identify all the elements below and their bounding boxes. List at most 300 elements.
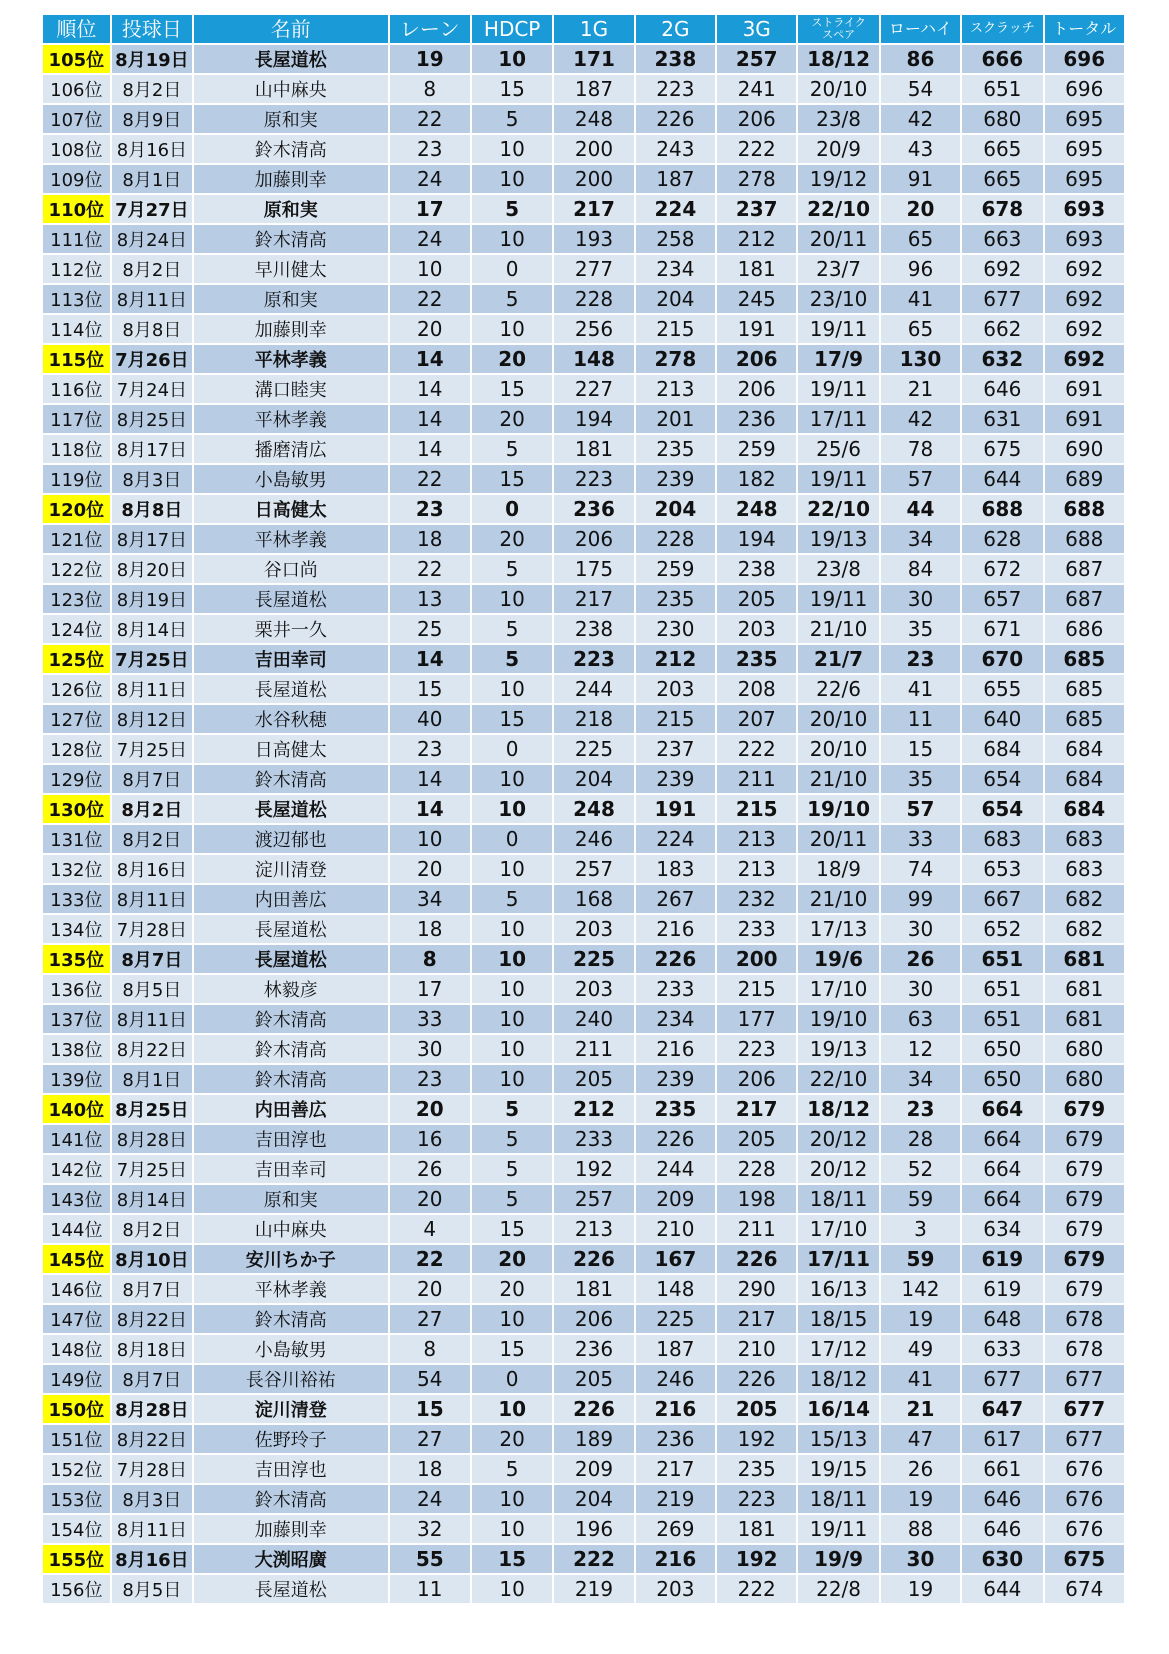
game3-cell: 223: [717, 1035, 798, 1065]
rank-cell: 108位: [43, 135, 112, 165]
total-cell: 688: [1045, 495, 1126, 525]
game3-cell: 259: [717, 435, 798, 465]
game1-cell: 277: [554, 255, 635, 285]
scratch-cell: 654: [962, 765, 1044, 795]
name-cell: 平林孝義: [194, 1275, 389, 1305]
name-cell: 長屋道松: [194, 1575, 389, 1605]
game1-cell: 244: [554, 675, 635, 705]
date-cell: 7月27日: [112, 195, 194, 225]
rank-cell: 112位: [43, 255, 112, 285]
game3-cell: 290: [717, 1275, 798, 1305]
name-cell: 加藤則幸: [194, 165, 389, 195]
game3-cell: 200: [717, 945, 798, 975]
lane-cell: 18: [390, 525, 472, 555]
scratch-cell: 651: [962, 1005, 1044, 1035]
lane-cell: 22: [390, 555, 472, 585]
table-row: [43, 495, 1126, 525]
game1-cell: 226: [554, 1395, 635, 1425]
rank-cell: 141位: [43, 1125, 112, 1155]
strike-spare-cell: 19/11: [798, 465, 880, 495]
strike-spare-cell: 17/9: [798, 345, 880, 375]
total-cell: 682: [1045, 915, 1126, 945]
table-row: [43, 1365, 1126, 1395]
strike-spare-cell: 20/10: [798, 705, 880, 735]
scratch-cell: 646: [962, 1515, 1044, 1545]
table-row: [43, 1125, 1126, 1155]
game3-cell: 235: [717, 1455, 798, 1485]
name-cell: 長屋道松: [194, 945, 389, 975]
date-cell: 7月25日: [112, 735, 194, 765]
game1-cell: 205: [554, 1065, 635, 1095]
game3-cell: 206: [717, 345, 798, 375]
game3-cell: 245: [717, 285, 798, 315]
scratch-cell: 665: [962, 165, 1044, 195]
game3-cell: 211: [717, 1215, 798, 1245]
rank-cell: 130位: [43, 795, 112, 825]
hdcp-cell: 10: [472, 1305, 554, 1335]
hdcp-cell: 15: [472, 465, 554, 495]
lane-cell: 40: [390, 705, 472, 735]
game1-cell: 204: [554, 1485, 635, 1515]
low-high-cell: 20: [881, 195, 962, 225]
total-cell: 692: [1045, 255, 1126, 285]
lane-cell: 4: [390, 1215, 472, 1245]
hdcp-cell: 10: [472, 945, 554, 975]
scratch-cell: 666: [962, 45, 1044, 75]
rank-cell: 134位: [43, 915, 112, 945]
total-cell: 685: [1045, 645, 1126, 675]
rank-cell: 148位: [43, 1335, 112, 1365]
strike-spare-cell: 17/10: [798, 975, 880, 1005]
game2-cell: 238: [636, 45, 717, 75]
hdcp-cell: 10: [472, 1515, 554, 1545]
header-total: トータル: [1045, 15, 1126, 45]
strike-spare-cell: 19/6: [798, 945, 880, 975]
lane-cell: 8: [390, 945, 472, 975]
name-cell: 平林孝義: [194, 345, 389, 375]
hdcp-cell: 10: [472, 585, 554, 615]
date-cell: 7月25日: [112, 645, 194, 675]
strike-spare-cell: 18/12: [798, 1095, 880, 1125]
ranking-sheet: [43, 15, 1126, 1605]
game2-cell: 191: [636, 795, 717, 825]
low-high-cell: 86: [881, 45, 962, 75]
game1-cell: 206: [554, 525, 635, 555]
scratch-cell: 664: [962, 1095, 1044, 1125]
table-row: [43, 1575, 1126, 1605]
low-high-cell: 41: [881, 675, 962, 705]
lane-cell: 22: [390, 105, 472, 135]
name-cell: 平林孝義: [194, 525, 389, 555]
game2-cell: 203: [636, 675, 717, 705]
lane-cell: 15: [390, 1395, 472, 1425]
date-cell: 8月3日: [112, 1485, 194, 1515]
name-cell: 日高健太: [194, 735, 389, 765]
rank-cell: 142位: [43, 1155, 112, 1185]
name-cell: 小島敏男: [194, 1335, 389, 1365]
game2-cell: 216: [636, 1545, 717, 1575]
game1-cell: 193: [554, 225, 635, 255]
strike-spare-cell: 19/11: [798, 315, 880, 345]
game3-cell: 205: [717, 1125, 798, 1155]
lane-cell: 14: [390, 375, 472, 405]
hdcp-cell: 5: [472, 1125, 554, 1155]
rank-cell: 110位: [43, 195, 112, 225]
lane-cell: 24: [390, 225, 472, 255]
rank-cell: 125位: [43, 645, 112, 675]
low-high-cell: 42: [881, 405, 962, 435]
date-cell: 8月25日: [112, 405, 194, 435]
game1-cell: 148: [554, 345, 635, 375]
table-row: [43, 225, 1126, 255]
table-row: [43, 255, 1126, 285]
game2-cell: 209: [636, 1185, 717, 1215]
game3-cell: 177: [717, 1005, 798, 1035]
low-high-cell: 47: [881, 1425, 962, 1455]
rank-cell: 135位: [43, 945, 112, 975]
game2-cell: 228: [636, 525, 717, 555]
game2-cell: 230: [636, 615, 717, 645]
table-row: [43, 75, 1126, 105]
strike-spare-cell: 25/6: [798, 435, 880, 465]
total-cell: 688: [1045, 525, 1126, 555]
table-row: [43, 735, 1126, 765]
header-scratch: スクラッチ: [962, 15, 1044, 45]
header-game2: 2G: [636, 15, 717, 45]
game1-cell: 181: [554, 1275, 635, 1305]
lane-cell: 22: [390, 285, 472, 315]
low-high-cell: 21: [881, 1395, 962, 1425]
game3-cell: 205: [717, 585, 798, 615]
game3-cell: 213: [717, 825, 798, 855]
scratch-cell: 661: [962, 1455, 1044, 1485]
game2-cell: 236: [636, 1425, 717, 1455]
rank-cell: 114位: [43, 315, 112, 345]
low-high-cell: 3: [881, 1215, 962, 1245]
low-high-cell: 30: [881, 975, 962, 1005]
game1-cell: 194: [554, 405, 635, 435]
table-row: [43, 1005, 1126, 1035]
low-high-cell: 28: [881, 1125, 962, 1155]
scratch-cell: 655: [962, 675, 1044, 705]
rank-cell: 131位: [43, 825, 112, 855]
total-cell: 679: [1045, 1245, 1126, 1275]
strike-spare-cell: 18/9: [798, 855, 880, 885]
rank-cell: 145位: [43, 1245, 112, 1275]
table-row: [43, 1395, 1126, 1425]
total-cell: 685: [1045, 675, 1126, 705]
header-low-high: ローハイ: [881, 15, 962, 45]
lane-cell: 27: [390, 1305, 472, 1335]
low-high-cell: 21: [881, 375, 962, 405]
lane-cell: 17: [390, 195, 472, 225]
strike-spare-cell: 20/12: [798, 1155, 880, 1185]
rank-cell: 152位: [43, 1455, 112, 1485]
low-high-cell: 130: [881, 345, 962, 375]
hdcp-cell: 10: [472, 675, 554, 705]
total-cell: 678: [1045, 1335, 1126, 1365]
date-cell: 8月28日: [112, 1395, 194, 1425]
header-row: [43, 15, 1126, 45]
total-cell: 676: [1045, 1515, 1126, 1545]
rank-cell: 155位: [43, 1545, 112, 1575]
game1-cell: 181: [554, 435, 635, 465]
scratch-cell: 640: [962, 705, 1044, 735]
table-row: [43, 1485, 1126, 1515]
total-cell: 696: [1045, 45, 1126, 75]
game1-cell: 205: [554, 1365, 635, 1395]
hdcp-cell: 5: [472, 105, 554, 135]
lane-cell: 18: [390, 915, 472, 945]
game3-cell: 181: [717, 255, 798, 285]
hdcp-cell: 5: [472, 1455, 554, 1485]
lane-cell: 25: [390, 615, 472, 645]
game2-cell: 235: [636, 435, 717, 465]
name-cell: 鈴木清高: [194, 1065, 389, 1095]
name-cell: 鈴木清高: [194, 1485, 389, 1515]
name-cell: 内田善広: [194, 885, 389, 915]
game2-cell: 235: [636, 1095, 717, 1125]
lane-cell: 20: [390, 855, 472, 885]
game3-cell: 192: [717, 1425, 798, 1455]
table-row: [43, 675, 1126, 705]
game2-cell: 223: [636, 75, 717, 105]
game1-cell: 223: [554, 465, 635, 495]
low-high-cell: 54: [881, 75, 962, 105]
low-high-cell: 52: [881, 1155, 962, 1185]
lane-cell: 24: [390, 1485, 472, 1515]
name-cell: 谷口尚: [194, 555, 389, 585]
rank-cell: 144位: [43, 1215, 112, 1245]
date-cell: 8月25日: [112, 1095, 194, 1125]
game1-cell: 213: [554, 1215, 635, 1245]
rank-cell: 147位: [43, 1305, 112, 1335]
header-game3: 3G: [717, 15, 798, 45]
hdcp-cell: 20: [472, 1245, 554, 1275]
low-high-cell: 74: [881, 855, 962, 885]
hdcp-cell: 5: [472, 555, 554, 585]
strike-spare-cell: 20/10: [798, 75, 880, 105]
strike-spare-cell: 18/12: [798, 45, 880, 75]
hdcp-cell: 5: [472, 195, 554, 225]
hdcp-cell: 5: [472, 615, 554, 645]
rank-cell: 149位: [43, 1365, 112, 1395]
date-cell: 8月20日: [112, 555, 194, 585]
rank-cell: 146位: [43, 1275, 112, 1305]
scratch-cell: 647: [962, 1395, 1044, 1425]
name-cell: 佐野玲子: [194, 1425, 389, 1455]
hdcp-cell: 10: [472, 1575, 554, 1605]
date-cell: 8月11日: [112, 1005, 194, 1035]
strike-spare-cell: 19/9: [798, 1545, 880, 1575]
table-row: [43, 165, 1126, 195]
low-high-cell: 30: [881, 585, 962, 615]
header-rank: 順位: [43, 15, 112, 45]
date-cell: 8月7日: [112, 765, 194, 795]
date-cell: 8月17日: [112, 525, 194, 555]
game1-cell: 236: [554, 1335, 635, 1365]
rank-cell: 105位: [43, 45, 112, 75]
hdcp-cell: 5: [472, 1155, 554, 1185]
rank-cell: 109位: [43, 165, 112, 195]
date-cell: 8月2日: [112, 255, 194, 285]
game1-cell: 211: [554, 1035, 635, 1065]
name-cell: 山中麻央: [194, 1215, 389, 1245]
name-cell: 長谷川裕祐: [194, 1365, 389, 1395]
date-cell: 8月5日: [112, 975, 194, 1005]
game3-cell: 215: [717, 975, 798, 1005]
game3-cell: 236: [717, 405, 798, 435]
low-high-cell: 65: [881, 225, 962, 255]
game1-cell: 238: [554, 615, 635, 645]
hdcp-cell: 10: [472, 225, 554, 255]
game2-cell: 243: [636, 135, 717, 165]
scratch-cell: 619: [962, 1275, 1044, 1305]
game2-cell: 201: [636, 405, 717, 435]
game2-cell: 216: [636, 1035, 717, 1065]
hdcp-cell: 20: [472, 525, 554, 555]
game2-cell: 234: [636, 255, 717, 285]
rank-cell: 119位: [43, 465, 112, 495]
low-high-cell: 34: [881, 525, 962, 555]
strike-spare-cell: 18/12: [798, 1365, 880, 1395]
lane-cell: 30: [390, 1035, 472, 1065]
game2-cell: 219: [636, 1485, 717, 1515]
rank-cell: 128位: [43, 735, 112, 765]
game2-cell: 239: [636, 765, 717, 795]
rank-cell: 156位: [43, 1575, 112, 1605]
lane-cell: 55: [390, 1545, 472, 1575]
rank-cell: 154位: [43, 1515, 112, 1545]
game1-cell: 217: [554, 585, 635, 615]
name-cell: 水谷秋穂: [194, 705, 389, 735]
date-cell: 7月28日: [112, 1455, 194, 1485]
low-high-cell: 49: [881, 1335, 962, 1365]
hdcp-cell: 10: [472, 1485, 554, 1515]
strike-spare-cell: 20/9: [798, 135, 880, 165]
game1-cell: 223: [554, 645, 635, 675]
lane-cell: 23: [390, 735, 472, 765]
lane-cell: 20: [390, 1185, 472, 1215]
scratch-cell: 670: [962, 645, 1044, 675]
scratch-cell: 648: [962, 1305, 1044, 1335]
table-row: [43, 1425, 1126, 1455]
date-cell: 8月5日: [112, 1575, 194, 1605]
date-cell: 8月22日: [112, 1425, 194, 1455]
game1-cell: 203: [554, 975, 635, 1005]
total-cell: 675: [1045, 1545, 1126, 1575]
scratch-cell: 634: [962, 1215, 1044, 1245]
table-row: [43, 885, 1126, 915]
name-cell: 長屋道松: [194, 795, 389, 825]
game1-cell: 228: [554, 285, 635, 315]
game2-cell: 204: [636, 285, 717, 315]
strike-spare-cell: 23/8: [798, 105, 880, 135]
lane-cell: 22: [390, 1245, 472, 1275]
total-cell: 691: [1045, 375, 1126, 405]
low-high-cell: 30: [881, 915, 962, 945]
table-row: [43, 1095, 1126, 1125]
total-cell: 676: [1045, 1485, 1126, 1515]
total-cell: 679: [1045, 1095, 1126, 1125]
header-strike-label: ストライク: [811, 16, 866, 29]
game3-cell: 194: [717, 525, 798, 555]
scratch-cell: 665: [962, 135, 1044, 165]
total-cell: 696: [1045, 75, 1126, 105]
total-cell: 693: [1045, 225, 1126, 255]
rank-cell: 151位: [43, 1425, 112, 1455]
hdcp-cell: 15: [472, 705, 554, 735]
lane-cell: 23: [390, 135, 472, 165]
scratch-cell: 664: [962, 1125, 1044, 1155]
scratch-cell: 630: [962, 1545, 1044, 1575]
low-high-cell: 65: [881, 315, 962, 345]
hdcp-cell: 0: [472, 735, 554, 765]
hdcp-cell: 10: [472, 795, 554, 825]
scratch-cell: 664: [962, 1185, 1044, 1215]
scratch-cell: 675: [962, 435, 1044, 465]
total-cell: 686: [1045, 615, 1126, 645]
strike-spare-cell: 23/10: [798, 285, 880, 315]
low-high-cell: 99: [881, 885, 962, 915]
total-cell: 684: [1045, 735, 1126, 765]
lane-cell: 14: [390, 435, 472, 465]
rank-cell: 118位: [43, 435, 112, 465]
scratch-cell: 672: [962, 555, 1044, 585]
name-cell: 淀川清登: [194, 1395, 389, 1425]
strike-spare-cell: 16/13: [798, 1275, 880, 1305]
game1-cell: 196: [554, 1515, 635, 1545]
total-cell: 679: [1045, 1155, 1126, 1185]
hdcp-cell: 10: [472, 765, 554, 795]
hdcp-cell: 20: [472, 1275, 554, 1305]
total-cell: 676: [1045, 1455, 1126, 1485]
hdcp-cell: 20: [472, 345, 554, 375]
hdcp-cell: 10: [472, 975, 554, 1005]
scratch-cell: 684: [962, 735, 1044, 765]
game3-cell: 278: [717, 165, 798, 195]
scratch-cell: 633: [962, 1335, 1044, 1365]
table-row: [43, 585, 1126, 615]
game2-cell: 224: [636, 825, 717, 855]
lane-cell: 14: [390, 765, 472, 795]
lane-cell: 15: [390, 675, 472, 705]
game2-cell: 224: [636, 195, 717, 225]
ranking-rows: [43, 45, 1126, 1605]
total-cell: 689: [1045, 465, 1126, 495]
rank-cell: 140位: [43, 1095, 112, 1125]
total-cell: 684: [1045, 765, 1126, 795]
rank-cell: 132位: [43, 855, 112, 885]
game3-cell: 223: [717, 1485, 798, 1515]
name-cell: 加藤則幸: [194, 315, 389, 345]
hdcp-cell: 0: [472, 255, 554, 285]
hdcp-cell: 0: [472, 825, 554, 855]
low-high-cell: 12: [881, 1035, 962, 1065]
table-row: [43, 315, 1126, 345]
total-cell: 695: [1045, 135, 1126, 165]
game2-cell: 244: [636, 1155, 717, 1185]
rank-cell: 115位: [43, 345, 112, 375]
lane-cell: 8: [390, 1335, 472, 1365]
game2-cell: 226: [636, 105, 717, 135]
table-row: [43, 1515, 1126, 1545]
name-cell: 林毅彦: [194, 975, 389, 1005]
game1-cell: 204: [554, 765, 635, 795]
game2-cell: 258: [636, 225, 717, 255]
date-cell: 8月10日: [112, 1245, 194, 1275]
game2-cell: 225: [636, 1305, 717, 1335]
